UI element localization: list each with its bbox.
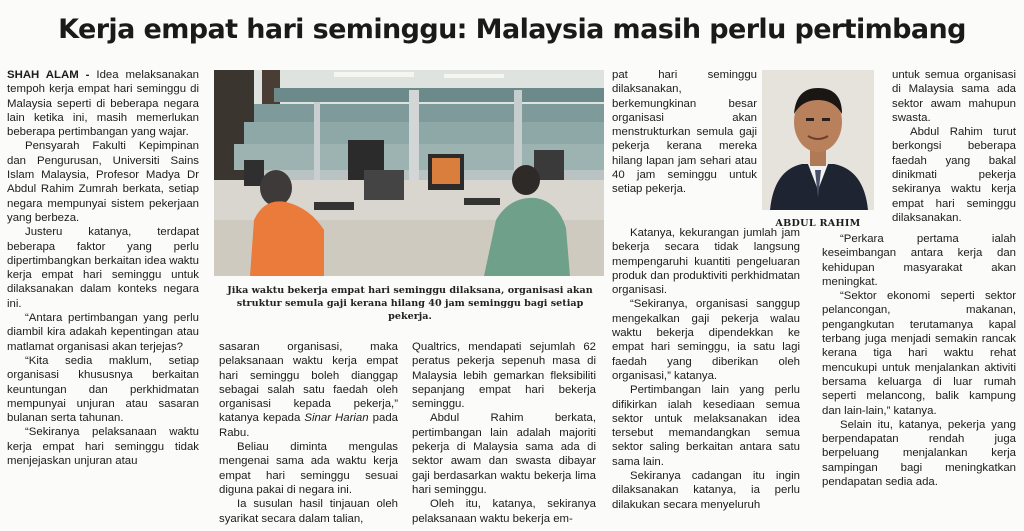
paragraph-text: pada Rabu. [219, 412, 398, 439]
paragraph: “Kita sedia maklum, setiap organisasi khususnya berkaitan keuntungan dan perkhidmatan mempunyai unjuran atau sasaran bulanan serta tahunan. [7, 354, 199, 425]
article-column-5-lower [822, 232, 1016, 489]
paragraph: Pertimbangan lain yang perlu difikirkan ialah kesediaan semua sektor untuk melaksanakan idea tersebut memandangkan semua sektor saling berkaitan antara satu sama lain. [612, 384, 800, 468]
paragraph-text: sasaran organisasi, maka pelaksanaan waktu kerja empat hari seminggu boleh dianggap sebagai salah satu faedah oleh organisasi kepada pekerja,” katanya kepada [219, 341, 398, 425]
article-column-4-lower [612, 226, 800, 512]
paragraph [219, 340, 398, 440]
paragraph [7, 68, 199, 139]
paragraph: Selain itu, katanya, pekerja yang berpendapatan rendah juga berpeluang menjalankan kerja sampingan bagi meningkatkan pendapatan sedia ada. [822, 418, 1016, 489]
paragraph: Oleh itu, katanya, sekiranya pelaksanaan waktu bekerja em- [412, 498, 596, 525]
paragraph: Sekiranya cadangan itu ingin dilaksanakan katanya, ia perlu dilakukan secara menyeluruh [612, 470, 800, 511]
publication-name: Sinar Harian [304, 412, 369, 425]
paragraph: Qualtrics, mendapati sejumlah 62 peratus pekerja sepenuh masa di Malaysia lebih gemarkan fleksibiliti sepanjang empat hari bekerja seminggu. [412, 341, 596, 411]
paragraph: Abdul Rahim turut berkongsi beberapa faedah yang bakal dinikmati pekerja sekiranya waktu kerja empat hari seminggu dilaksanakan. [892, 126, 1016, 224]
article-column-5 [892, 68, 1016, 225]
photo-caption: Jika waktu bekerja empat hari seminggu dilaksana, organisasi akan struktur semula gaji kerana hilang 40 jam seminggu bagi setiap pekerja. [227, 285, 593, 322]
article-column-3 [412, 340, 596, 526]
paragraph: untuk semua organisasi di Malaysia sama ada sektor awam mahupun swasta. [892, 69, 1016, 124]
paragraph: “Antara pertimbangan yang perlu diambil kira adakah kepentingan atau matlamat organisasi akan terjejas? [7, 312, 199, 353]
paragraph: Ia susulan hasil tinjauan oleh syarikat secara dalam talian, [219, 498, 398, 525]
portrait-photo [762, 70, 874, 210]
paragraph: “Sektor ekonomi seperti sektor pelancongan, makanan, pengangkutan terutamanya kapal terbang juga menjadi semakin rancak kerana tiga hari waktu rehat mencukupi untuk menjalankan aktiviti bersama keluarga di luar rumah seperti melancong, balik kampung dan lain-lain,” katanya. [822, 290, 1016, 417]
paragraph: Katanya, kekurangan jumlah jam bekerja secara tidak langsung mempengaruhi kuantiti pengeluaran produk dan produktiviti perkhidmatan organisasi. [612, 227, 800, 297]
paragraph: Justeru katanya, terdapat beberapa faktor yang perlu dipertimbangkan berkaitan idea waktu kerja empat hari seminggu untuk dilaksanakan dalam konteks negara ini. [7, 226, 199, 310]
article-column-1 [7, 68, 199, 468]
paragraph: pat hari seminggu dilaksanakan, berkemungkinan besar organisasi akan menstrukturkan semula gaji pekerja kerana mereka hilang lapan jam sehari atau 40 jam seminggu untuk setiap pekerja. [612, 69, 757, 196]
paragraph: Abdul Rahim berkata, pertimbangan lain adalah majoriti pekerja di Malaysia sama ada di sektor awam dan swasta dibayar gaji berdasarkan waktu bekerja lima hari seminggu. [412, 412, 596, 496]
article-column-4 [612, 68, 757, 197]
headline: Kerja empat hari seminggu: Malaysia masih perlu pertimbang [58, 14, 966, 45]
portrait-caption: ABDUL RAHIM [775, 218, 861, 229]
paragraph: Beliau diminta mengulas mengenai sama ada waktu kerja empat hari seminggu sesuai diguna pakai di negara ini. [219, 441, 398, 496]
paragraph-text: Idea melaksanakan tempoh kerja empat hari seminggu di Malaysia seperti di beberapa negara lain ketika ini, masih memerlukan beberapa pertimbangan yang wajar. [7, 69, 200, 139]
paragraph: “Sekiranya, organisasi sanggup mengekalkan gaji pekerja walau waktu bekerja dipendekkan ke empat hari seminggu, ia satu lagi faedah yang diberikan oleh organisasi,” katanya. [612, 298, 800, 382]
paragraph: “Sekiranya pelaksanaan waktu kerja empat hari seminggu tidak menjejaskan unjuran atau [7, 426, 199, 468]
paragraph: Pensyarah Fakulti Kepimpinan dan Pengurusan, Universiti Sains Islam Malaysia, Profesor Madya Dr Abdul Rahim Zumrah berkata, setiap negara mempunyai sistem pekerjaan yang berbeza. [7, 140, 199, 224]
paragraph: “Perkara pertama ialah keseimbangan antara kerja dan kehidupan masyarakat akan meningkat. [822, 233, 1016, 288]
office-photo [214, 70, 604, 276]
dateline: SHAH ALAM - [7, 69, 90, 81]
article-column-2 [219, 340, 398, 526]
